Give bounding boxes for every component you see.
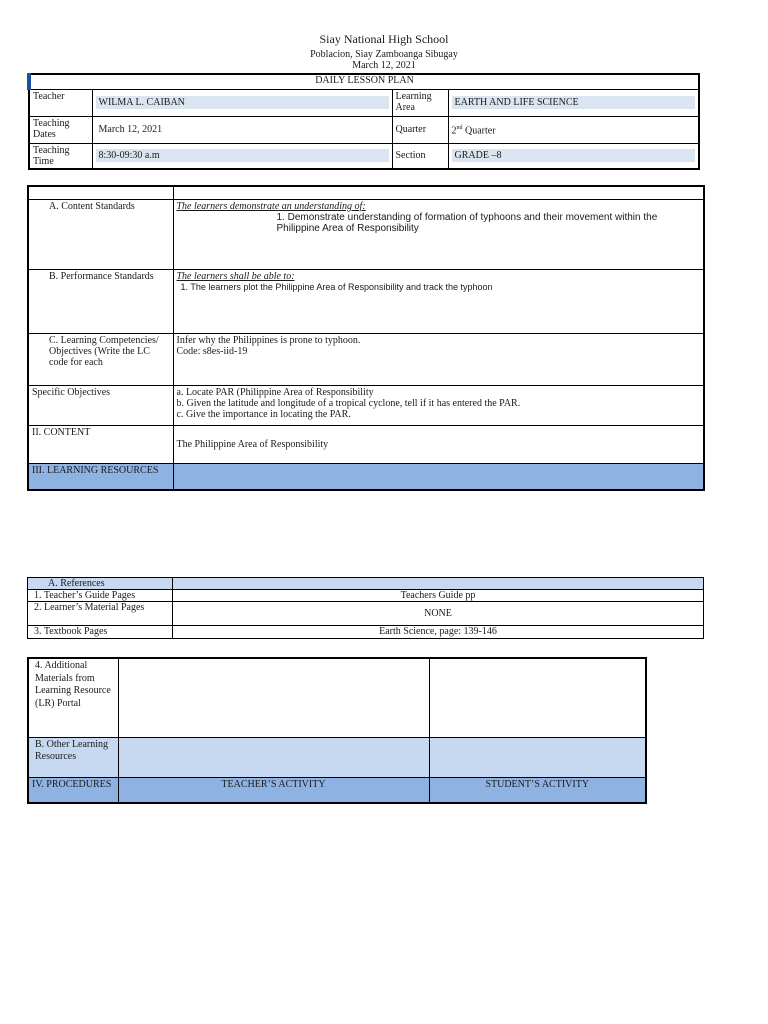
learning-resources-bar bbox=[173, 463, 704, 490]
references-bar bbox=[173, 578, 704, 590]
teacher-value: WILMA L. CAIBAN bbox=[96, 96, 389, 109]
teaching-time-label: Teaching Time bbox=[29, 143, 92, 169]
plan-table bbox=[27, 185, 705, 491]
teacher-label: Teacher bbox=[29, 89, 92, 116]
school-address: Poblacion, Siay Zamboanga Sibugay bbox=[310, 49, 458, 60]
other-resources-student-cell bbox=[429, 737, 646, 777]
specific-objective-a: a. Locate PAR (Philippine Area of Responsibility bbox=[176, 386, 374, 398]
content-value: The Philippine Area of Responsibility bbox=[173, 425, 704, 463]
references-label: A. References bbox=[28, 578, 173, 590]
school-name: Siay National High School bbox=[319, 32, 449, 46]
competencies-line2: Code: s8es-iid-19 bbox=[176, 345, 248, 357]
section-label: Section bbox=[392, 143, 448, 169]
teachers-guide-value: Teachers Guide pp bbox=[173, 590, 704, 602]
header-date: March 12, 2021 bbox=[352, 60, 416, 71]
teaching-time-value: 8:30-09:30 a.m bbox=[96, 149, 389, 162]
content-label: II. CONTENT bbox=[28, 425, 173, 463]
info-table bbox=[27, 73, 700, 170]
plan-title: DAILY LESSON PLAN bbox=[29, 74, 699, 89]
content-standards-item: 1. Demonstrate understanding of formation of typhoons and their movement within the Philippine Area of Responsibility bbox=[276, 211, 658, 234]
student-activity-header: STUDENT’S ACTIVITY bbox=[429, 777, 646, 803]
performance-standards-item: 1. The learners plot the Philippine Area of Responsibility and track the typhoon bbox=[180, 281, 493, 292]
textbook-label: 3. Textbook Pages bbox=[28, 626, 173, 639]
learners-material-label: 2. Learner’s Material Pages bbox=[28, 602, 173, 626]
specific-objective-b: b. Given the latitude and longitude of a tropical cyclone, tell if it has entered the PAR. bbox=[176, 397, 521, 409]
teachers-guide-label: 1. Teacher’s Guide Pages bbox=[28, 590, 173, 602]
competencies-label: C. Learning Competencies/ Objectives (Write the LC code for each bbox=[28, 333, 173, 385]
performance-standards-label: B. Performance Standards bbox=[28, 269, 173, 333]
teaching-dates-value: March 12, 2021 bbox=[98, 124, 163, 135]
procedures-label: IV. PROCEDURES bbox=[28, 777, 118, 803]
learning-area-label: Learning Area bbox=[392, 89, 448, 116]
procedures-table bbox=[27, 657, 647, 804]
content-standards-intro: The learners demonstrate an understanding of: bbox=[176, 200, 366, 212]
teaching-dates-label: Teaching Dates bbox=[29, 116, 92, 143]
learning-area-value: EARTH AND LIFE SCIENCE bbox=[452, 96, 696, 109]
performance-standards-intro: The learners shall be able to: bbox=[176, 270, 295, 282]
additional-materials-teacher-cell bbox=[118, 658, 429, 737]
competencies-line1: Infer why the Philippines is prone to typhoon. bbox=[176, 334, 361, 346]
references-table bbox=[27, 577, 704, 639]
quarter-value: 2nd Quarter bbox=[448, 116, 699, 143]
content-standards-label: A. Content Standards bbox=[28, 199, 173, 269]
quarter-label: Quarter bbox=[392, 116, 448, 143]
specific-objectives-label: Specific Objectives bbox=[28, 385, 173, 425]
additional-materials-label: 4. Additional Materials from Learning Resource (LR) Portal bbox=[28, 658, 118, 737]
learners-material-value: NONE bbox=[173, 602, 704, 626]
section-value: GRADE –8 bbox=[452, 149, 696, 162]
specific-objective-c: c. Give the importance in locating the PAR. bbox=[176, 408, 351, 420]
textbook-value: Earth Science, page: 139-146 bbox=[173, 626, 704, 639]
learning-resources-label: III. LEARNING RESOURCES bbox=[28, 463, 173, 490]
teacher-activity-header: TEACHER’S ACTIVITY bbox=[118, 777, 429, 803]
other-resources-label: B. Other Learning Resources bbox=[28, 737, 118, 777]
other-resources-teacher-cell bbox=[118, 737, 429, 777]
additional-materials-student-cell bbox=[429, 658, 646, 737]
